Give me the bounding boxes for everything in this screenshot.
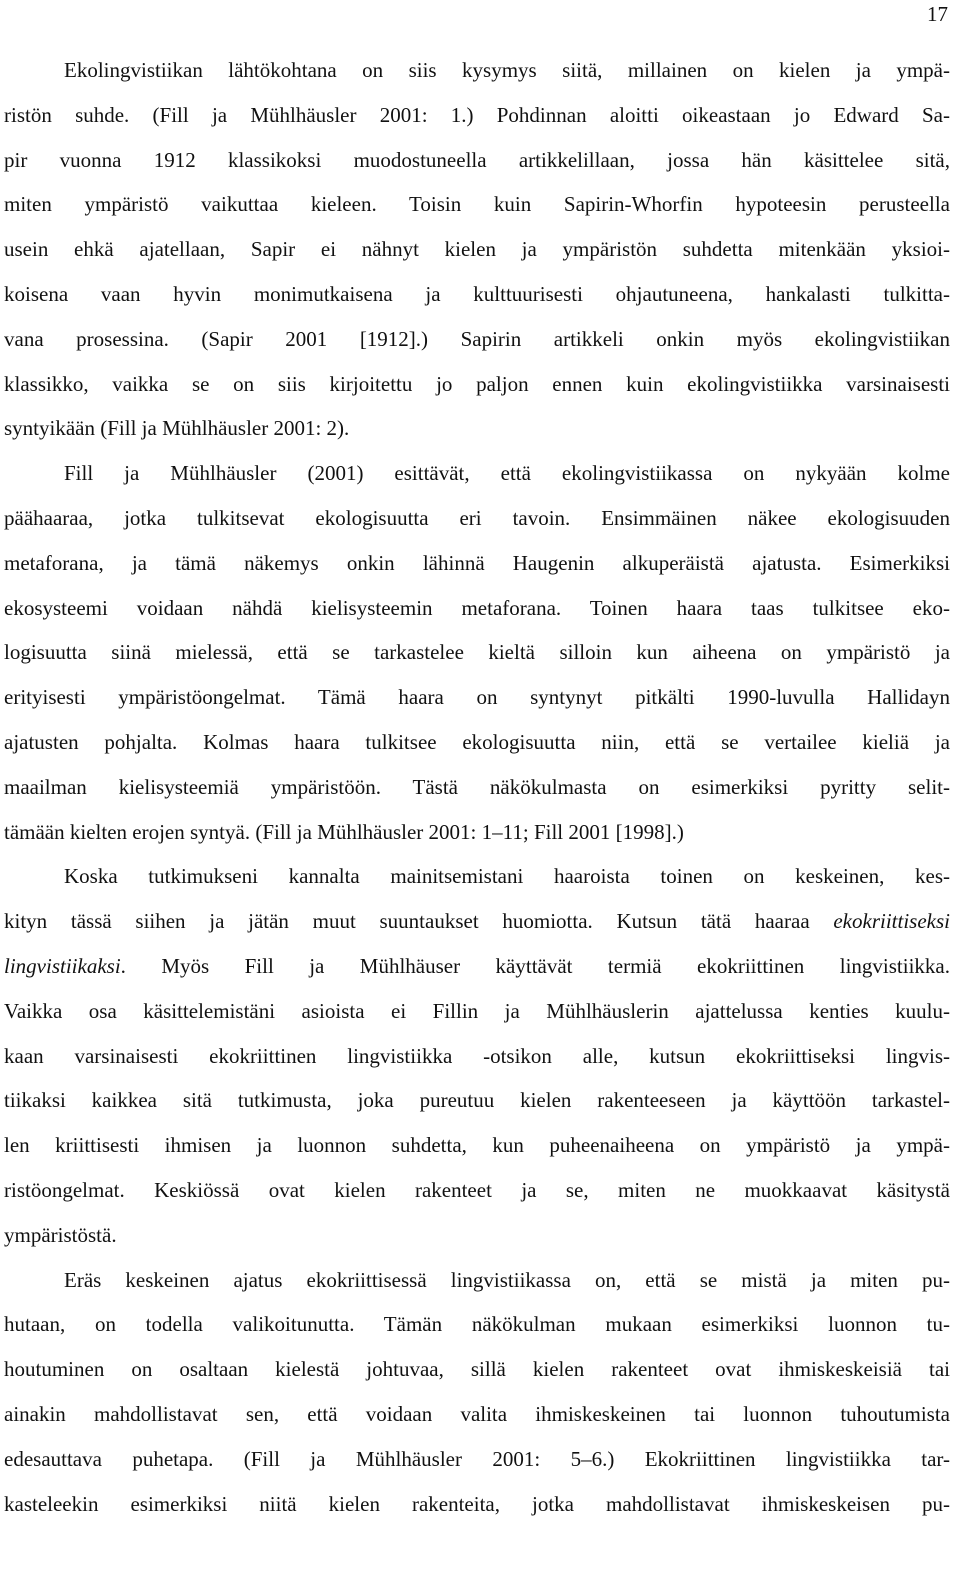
text-line: tiikaksi kaikkea sitä tutkimusta, joka pureutuu kielen rakenteeseen ja käyttöön tarkastel- <box>4 1088 950 1113</box>
text-line: ekosysteemi voidaan nähdä kielisysteemin metaforana. Toinen haara taas tulkitsee eko- <box>4 595 950 620</box>
document-body <box>4 48 950 1526</box>
text-line: Fill ja Mühlhäusler (2001) esittävät, että ekolingvistiikassa on nykyään kolme <box>64 461 950 486</box>
text-line: erityisesti ympäristöongelmat. Tämä haara on syntynyt pitkälti 1990-luvulla Hallidayn <box>4 685 950 710</box>
text-line: miten ympäristö vaikuttaa kieleen. Toisin kuin Sapirin-Whorfin hypoteesin perusteella <box>4 192 950 217</box>
text-segment: . Myös Fill ja Mühlhäuser käyttävät termiä ekokriittinen lingvistiikka. <box>120 953 950 978</box>
text-line: ristön suhde. (Fill ja Mühlhäusler 2001: 1.) Pohdinnan aloitti oikeastaan jo Edward Sa- <box>4 102 950 127</box>
italic-term: lingvistiikaksi <box>4 953 121 978</box>
text-line: Vaikka osa käsittelemistäni asioista ei Fillin ja Mühlhäuslerin ajattelussa kenties kuulu- <box>4 998 950 1023</box>
text-line: vana prosessina. (Sapir 2001 [1912].) Sapirin artikkeli onkin myös ekolingvistiikan <box>4 326 950 351</box>
page-number: 17 <box>927 2 948 26</box>
text-line: ympäristöstä. <box>4 1222 117 1247</box>
text-line: hutaan, on todella valikoitunutta. Tämän näkökulman mukaan esimerkiksi luonnon tu- <box>4 1312 950 1337</box>
text-line: Eräs keskeinen ajatus ekokriittisessä lingvistiikassa on, että se mistä ja miten pu- <box>64 1267 950 1292</box>
text-line: pir vuonna 1912 klassikoksi muodostuneella artikkelillaan, jossa hän käsittelee sitä, <box>4 147 950 172</box>
text-line: usein ehkä ajatellaan, Sapir ei nähnyt kielen ja ympäristön suhdetta mitenkään yksioi- <box>4 237 950 262</box>
text-line: ristöongelmat. Keskiössä ovat kielen rakenteet ja se, miten ne muokkaavat käsitystä <box>4 1177 950 1202</box>
text-line <box>4 899 950 944</box>
paragraph-1 <box>4 48 950 451</box>
italic-term: ekokriittiseksi <box>833 909 950 934</box>
text-line: maailman kielisysteemiä ympäristöön. Tästä näkökulmasta on esimerkiksi pyritty selit- <box>4 774 950 799</box>
text-line: ajatusten pohjalta. Kolmas haara tulkitsee ekologisuutta niin, että se vertailee kieliä ja <box>4 729 950 754</box>
text-line <box>4 944 950 989</box>
paragraph-2 <box>4 451 950 854</box>
text-line: päähaaraa, jotka tulkitsevat ekologisuutta eri tavoin. Ensimmäinen näkee ekologisuuden <box>4 505 950 530</box>
text-line: Koska tutkimukseni kannalta mainitsemistani haaroista toinen on keskeinen, kes- <box>64 864 950 889</box>
text-line: ainakin mahdollistavat sen, että voidaan valita ihmiskeskeinen tai luonnon tuhoutumista <box>4 1401 950 1426</box>
text-line: kaan varsinaisesti ekokriittinen lingvistiikka -otsikon alle, kutsun ekokriittiseksi lingvis- <box>4 1043 950 1068</box>
text-line: kasteleekin esimerkiksi niitä kielen rakenteita, jotka mahdollistavat ihmiskeskeisen pu- <box>4 1491 950 1516</box>
text-line: koisena vaan hyvin monimutkaisena ja kulttuurisesti ohjautuneena, hankalasti tulkitta- <box>4 281 950 306</box>
text-line: syntyikään (Fill ja Mühlhäusler 2001: 2). <box>4 416 350 441</box>
text-line: klassikko, vaikka se on siis kirjoitettu jo paljon ennen kuin ekolingvistiikka varsinaisesti <box>4 371 950 396</box>
text-line: len kriittisesti ihmisen ja luonnon suhdetta, kun puheenaiheena on ympäristö ja ympä- <box>4 1133 950 1158</box>
text-line: tämään kielten erojen syntyä. (Fill ja Mühlhäusler 2001: 1–11; Fill 2001 [1998].) <box>4 819 684 844</box>
paragraph-4 <box>4 1258 950 1527</box>
text-segment: kityn tässä siihen ja jätän muut suuntaukset huomiotta. Kutsun tätä haaraa <box>4 909 834 934</box>
text-line: logisuutta siinä mielessä, että se tarkastelee kieltä silloin kun aiheena on ympäristö ja <box>4 640 950 665</box>
text-line: Ekolingvistiikan lähtökohtana on siis kysymys siitä, millainen on kielen ja ympä- <box>64 58 950 82</box>
paragraph-3 <box>4 854 950 1257</box>
text-line: metaforana, ja tämä näkemys onkin lähinnä Haugenin alkuperäistä ajatusta. Esimerkiksi <box>4 550 950 575</box>
text-line: houtuminen on osaltaan kielestä johtuvaa, sillä kielen rakenteet ovat ihmiskeskeisiä tai <box>4 1357 950 1382</box>
text-line: edesauttava puhetapa. (Fill ja Mühlhäusler 2001: 5–6.) Ekokriittinen lingvistiikka tar- <box>4 1446 950 1471</box>
